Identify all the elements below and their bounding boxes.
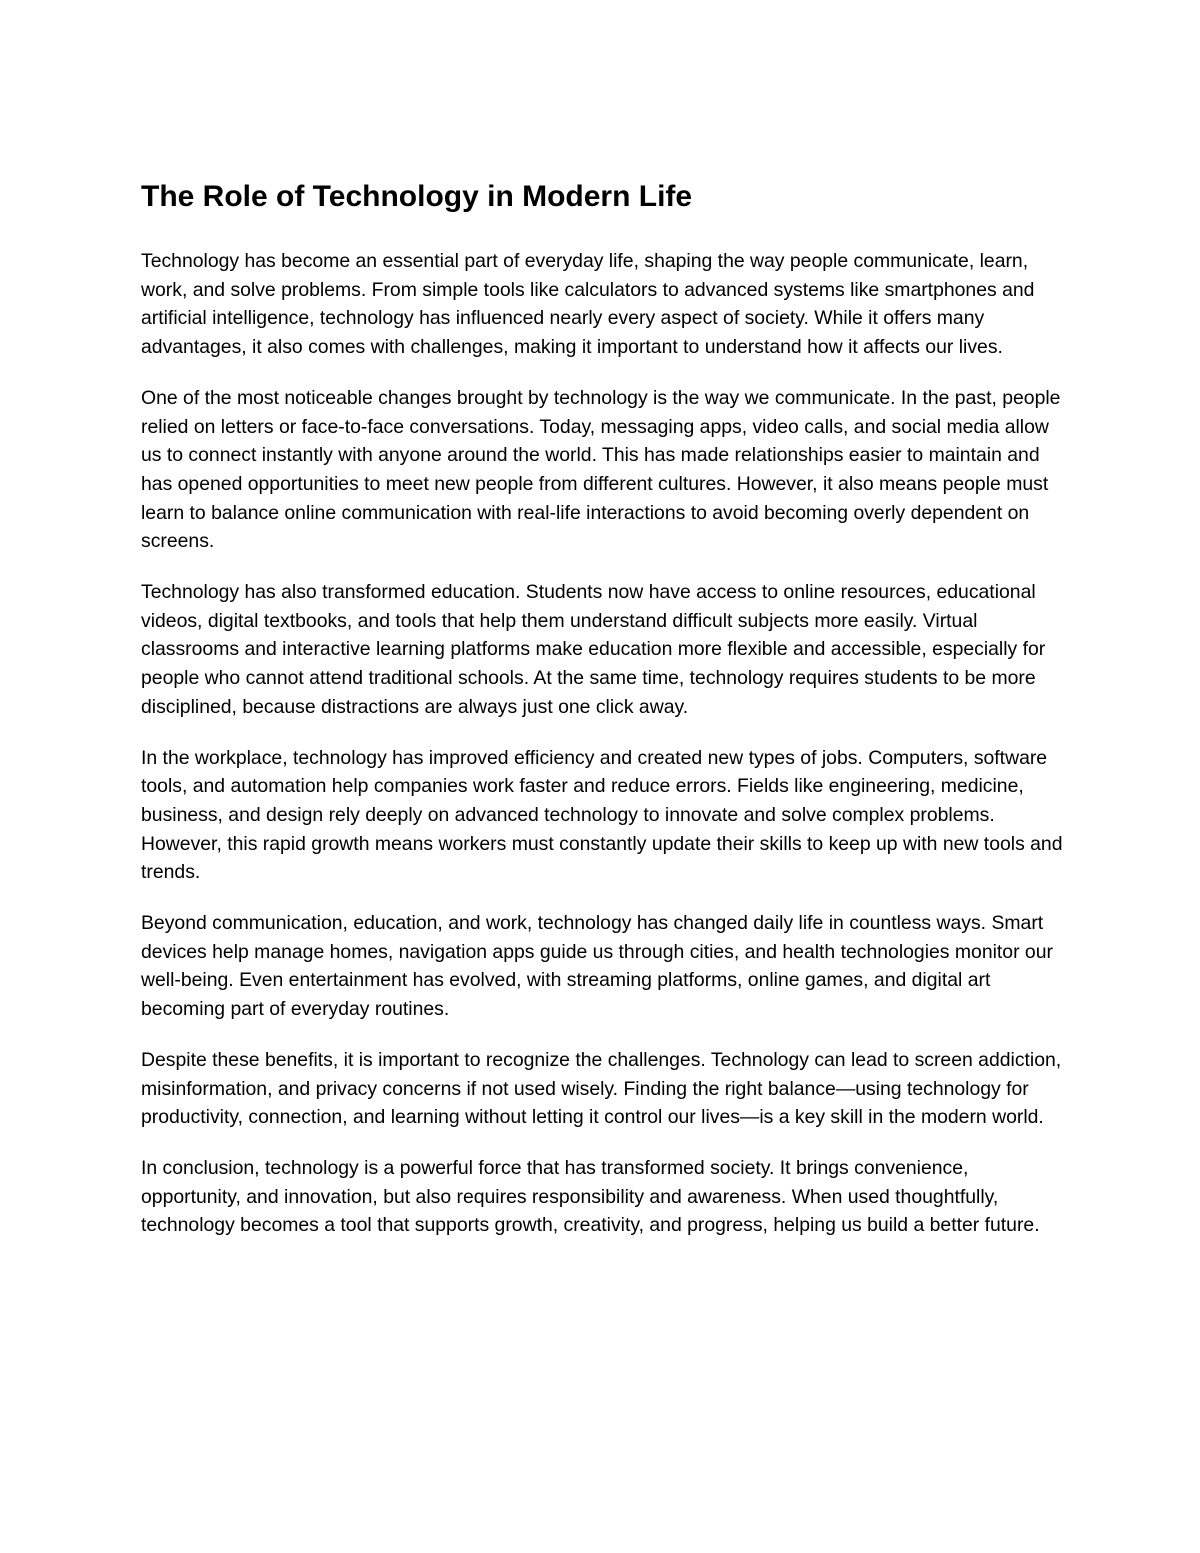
paragraph-communication: One of the most noticeable changes brought by technology is the way we communicate. In the past, people relied on letters or face-to-face conversations. Today, messaging apps, video calls, and social media allow us to connect instantly with anyone around the world. This has made relationships easier to maintain and has opened opportunities to meet new people from different cultures. However, it also means people must learn to balance online communication with real-life interactions to avoid becoming overly dependent on screens. (141, 386, 1061, 553)
paragraph-challenges: Despite these benefits, it is important to recognize the challenges. Technology can lead to screen addiction, misinformation, and privacy concerns if not used wisely. Finding the right balance—using technology for productivity, connection, and learning without letting it control our lives—is a key skill in the modern world. (141, 1048, 1062, 1129)
document-body (141, 176, 1066, 1262)
page-title: The Role of Technology in Modern Life (141, 180, 693, 213)
paragraph-education: Technology has also transformed education. Students now have access to online resources, educational videos, digital textbooks, and tools that help them understand difficult subjects more easily. Virtual classrooms and interactive learning platforms make education more flexible and accessible, especially for people who cannot attend traditional schools. At the same time, technology requires students to be more disciplined, because distractions are always just one click away. (141, 581, 1046, 718)
paragraph-daily-life: Beyond communication, education, and work, technology has changed daily life in countless ways. Smart devices help manage homes, navigation apps guide us through cities, and health technologies monitor our well-being. Even entertainment has evolved, with streaming platforms, online games, and digital art becoming part of everyday routines. (141, 912, 1053, 1021)
paragraph-conclusion: In conclusion, technology is a powerful force that has transformed society. It brings convenience, opportunity, and innovation, but also requires responsibility and awareness. When used thoughtfully, technology becomes a tool that supports growth, creativity, and progress, helping us build a better future. (141, 1156, 1040, 1237)
paragraph-introduction: Technology has become an essential part of everyday life, shaping the way people communicate, learn, work, and solve problems. From simple tools like calculators to advanced systems like smartphones and artificial intelligence, technology has influenced nearly every aspect of society. While it offers many advantages, it also comes with challenges, making it important to understand how it affects our lives. (141, 250, 1035, 359)
paragraph-workplace: In the workplace, technology has improved efficiency and created new types of jobs. Computers, software tools, and automation help companies work faster and reduce errors. Fields like engineering, medicine, business, and design rely deeply on advanced technology to innovate and solve complex problems. However, this rapid growth means workers must constantly update their skills to keep up with new tools and trends. (141, 746, 1063, 884)
